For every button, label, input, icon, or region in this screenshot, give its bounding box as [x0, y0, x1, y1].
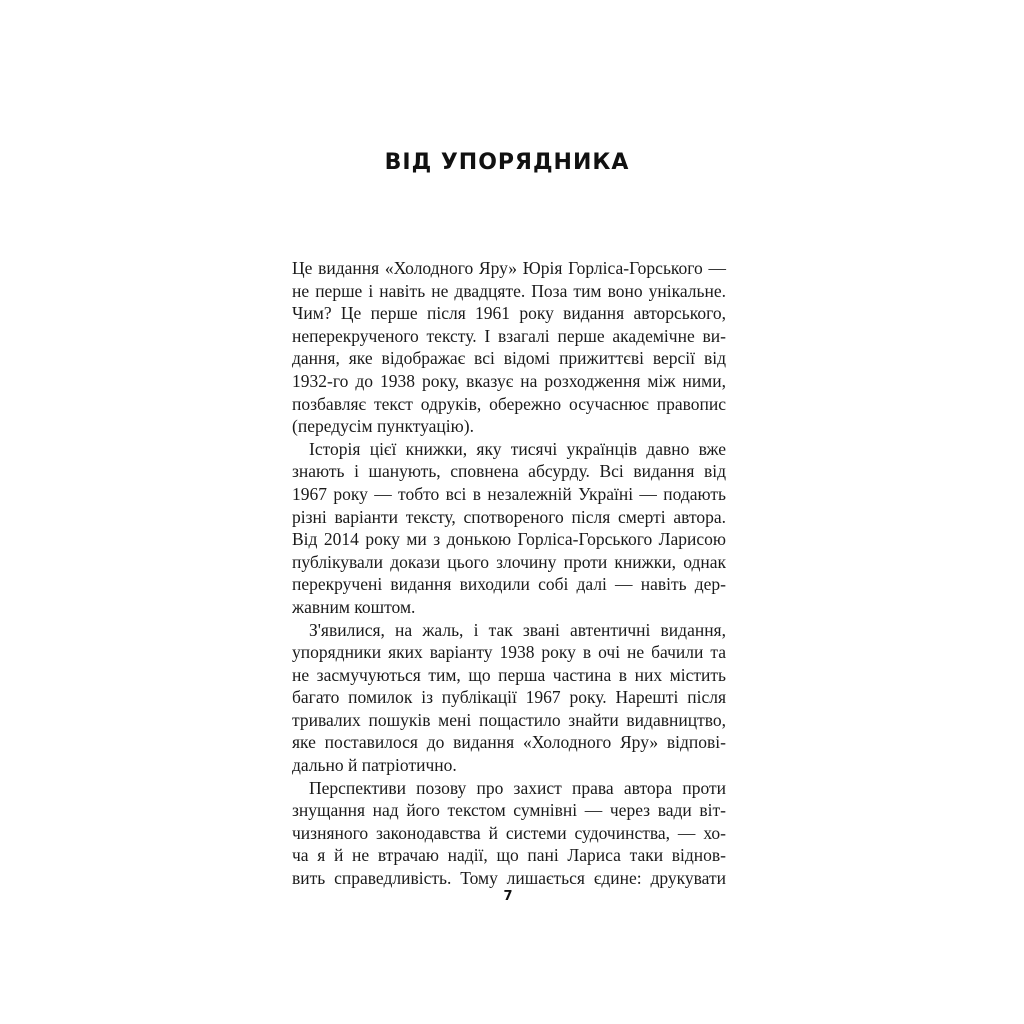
text-line: Від 2014 року ми з донькою Горліса-Горського Ларисою	[292, 529, 726, 550]
text-line: 1932-го до 1938 року, вказує на розходження між ними,	[292, 370, 726, 391]
text-line: жавним коштом.	[292, 596, 416, 617]
text-line: не перше і навіть не двадцяте. Поза тим воно унікальне.	[292, 280, 726, 301]
text-line: Це видання «Холодного Яру» Юрія Горліса-Горського —	[292, 258, 726, 278]
text-line: упорядники яких варіанту 1938 року в очі не бачили та	[292, 642, 726, 663]
text-line: неперекрученого тексту. І взагалі перше академічне ви-	[292, 325, 726, 346]
text-line: позбавляє текст одруків, обережно осучаснює правопис	[292, 393, 726, 414]
paragraph	[292, 257, 726, 438]
text-line: чизняного законодавства й системи судочинства, — хо-	[292, 822, 726, 843]
paragraph	[292, 438, 726, 619]
text-line: багато помилок із публікації 1967 року. Нарешті після	[292, 687, 726, 708]
paragraph	[292, 619, 726, 777]
text-line: Перспективи позову про захист права автора проти	[309, 777, 726, 798]
text-line: дання, яке відображає всі відомі прижиттєві версії від	[292, 348, 726, 369]
text-line: Чим? Це перше після 1961 року видання авторського,	[292, 303, 726, 324]
body-text	[292, 257, 726, 890]
text-line: різні варіанти тексту, спотвореного після смерті автора.	[292, 506, 726, 527]
text-line: З'явилися, на жаль, і так звані автентичні видання,	[309, 619, 726, 640]
text-line: тривалих пошуків мені пощастило знайти видавництво,	[292, 709, 726, 730]
paragraph	[292, 777, 726, 890]
text-line: 1967 року — тобто всі в незалежній Україні — подають	[292, 483, 726, 504]
text-line: не засмучуються тим, що перша частина в них містить	[292, 664, 726, 685]
text-line: вить справедливість. Тому лишається єдине: друкувати	[292, 868, 726, 889]
chapter-title: ВІД УПОРЯДНИКА	[384, 150, 630, 175]
text-line: яке поставилося до видання «Холодного Яру» відпові-	[292, 732, 726, 753]
text-line: перекручені видання виходили собі далі — навіть дер-	[292, 574, 726, 595]
page-number: 7	[503, 889, 513, 904]
text-line: Історія цієї книжки, яку тисячі українців давно вже	[309, 438, 726, 459]
text-line: (передусім пунктуацію).	[292, 416, 474, 437]
text-line: ча я й не втрачаю надії, що пані Лариса таки віднов-	[292, 845, 726, 866]
text-line: знають і шанують, сповнена абсурду. Всі видання від	[292, 461, 726, 482]
text-line: дально й патріотично.	[292, 755, 457, 776]
text-line: знущання над його текстом сумнівні — через вади віт-	[292, 800, 726, 821]
text-line: публікували докази цього злочину проти книжки, однак	[292, 551, 726, 572]
